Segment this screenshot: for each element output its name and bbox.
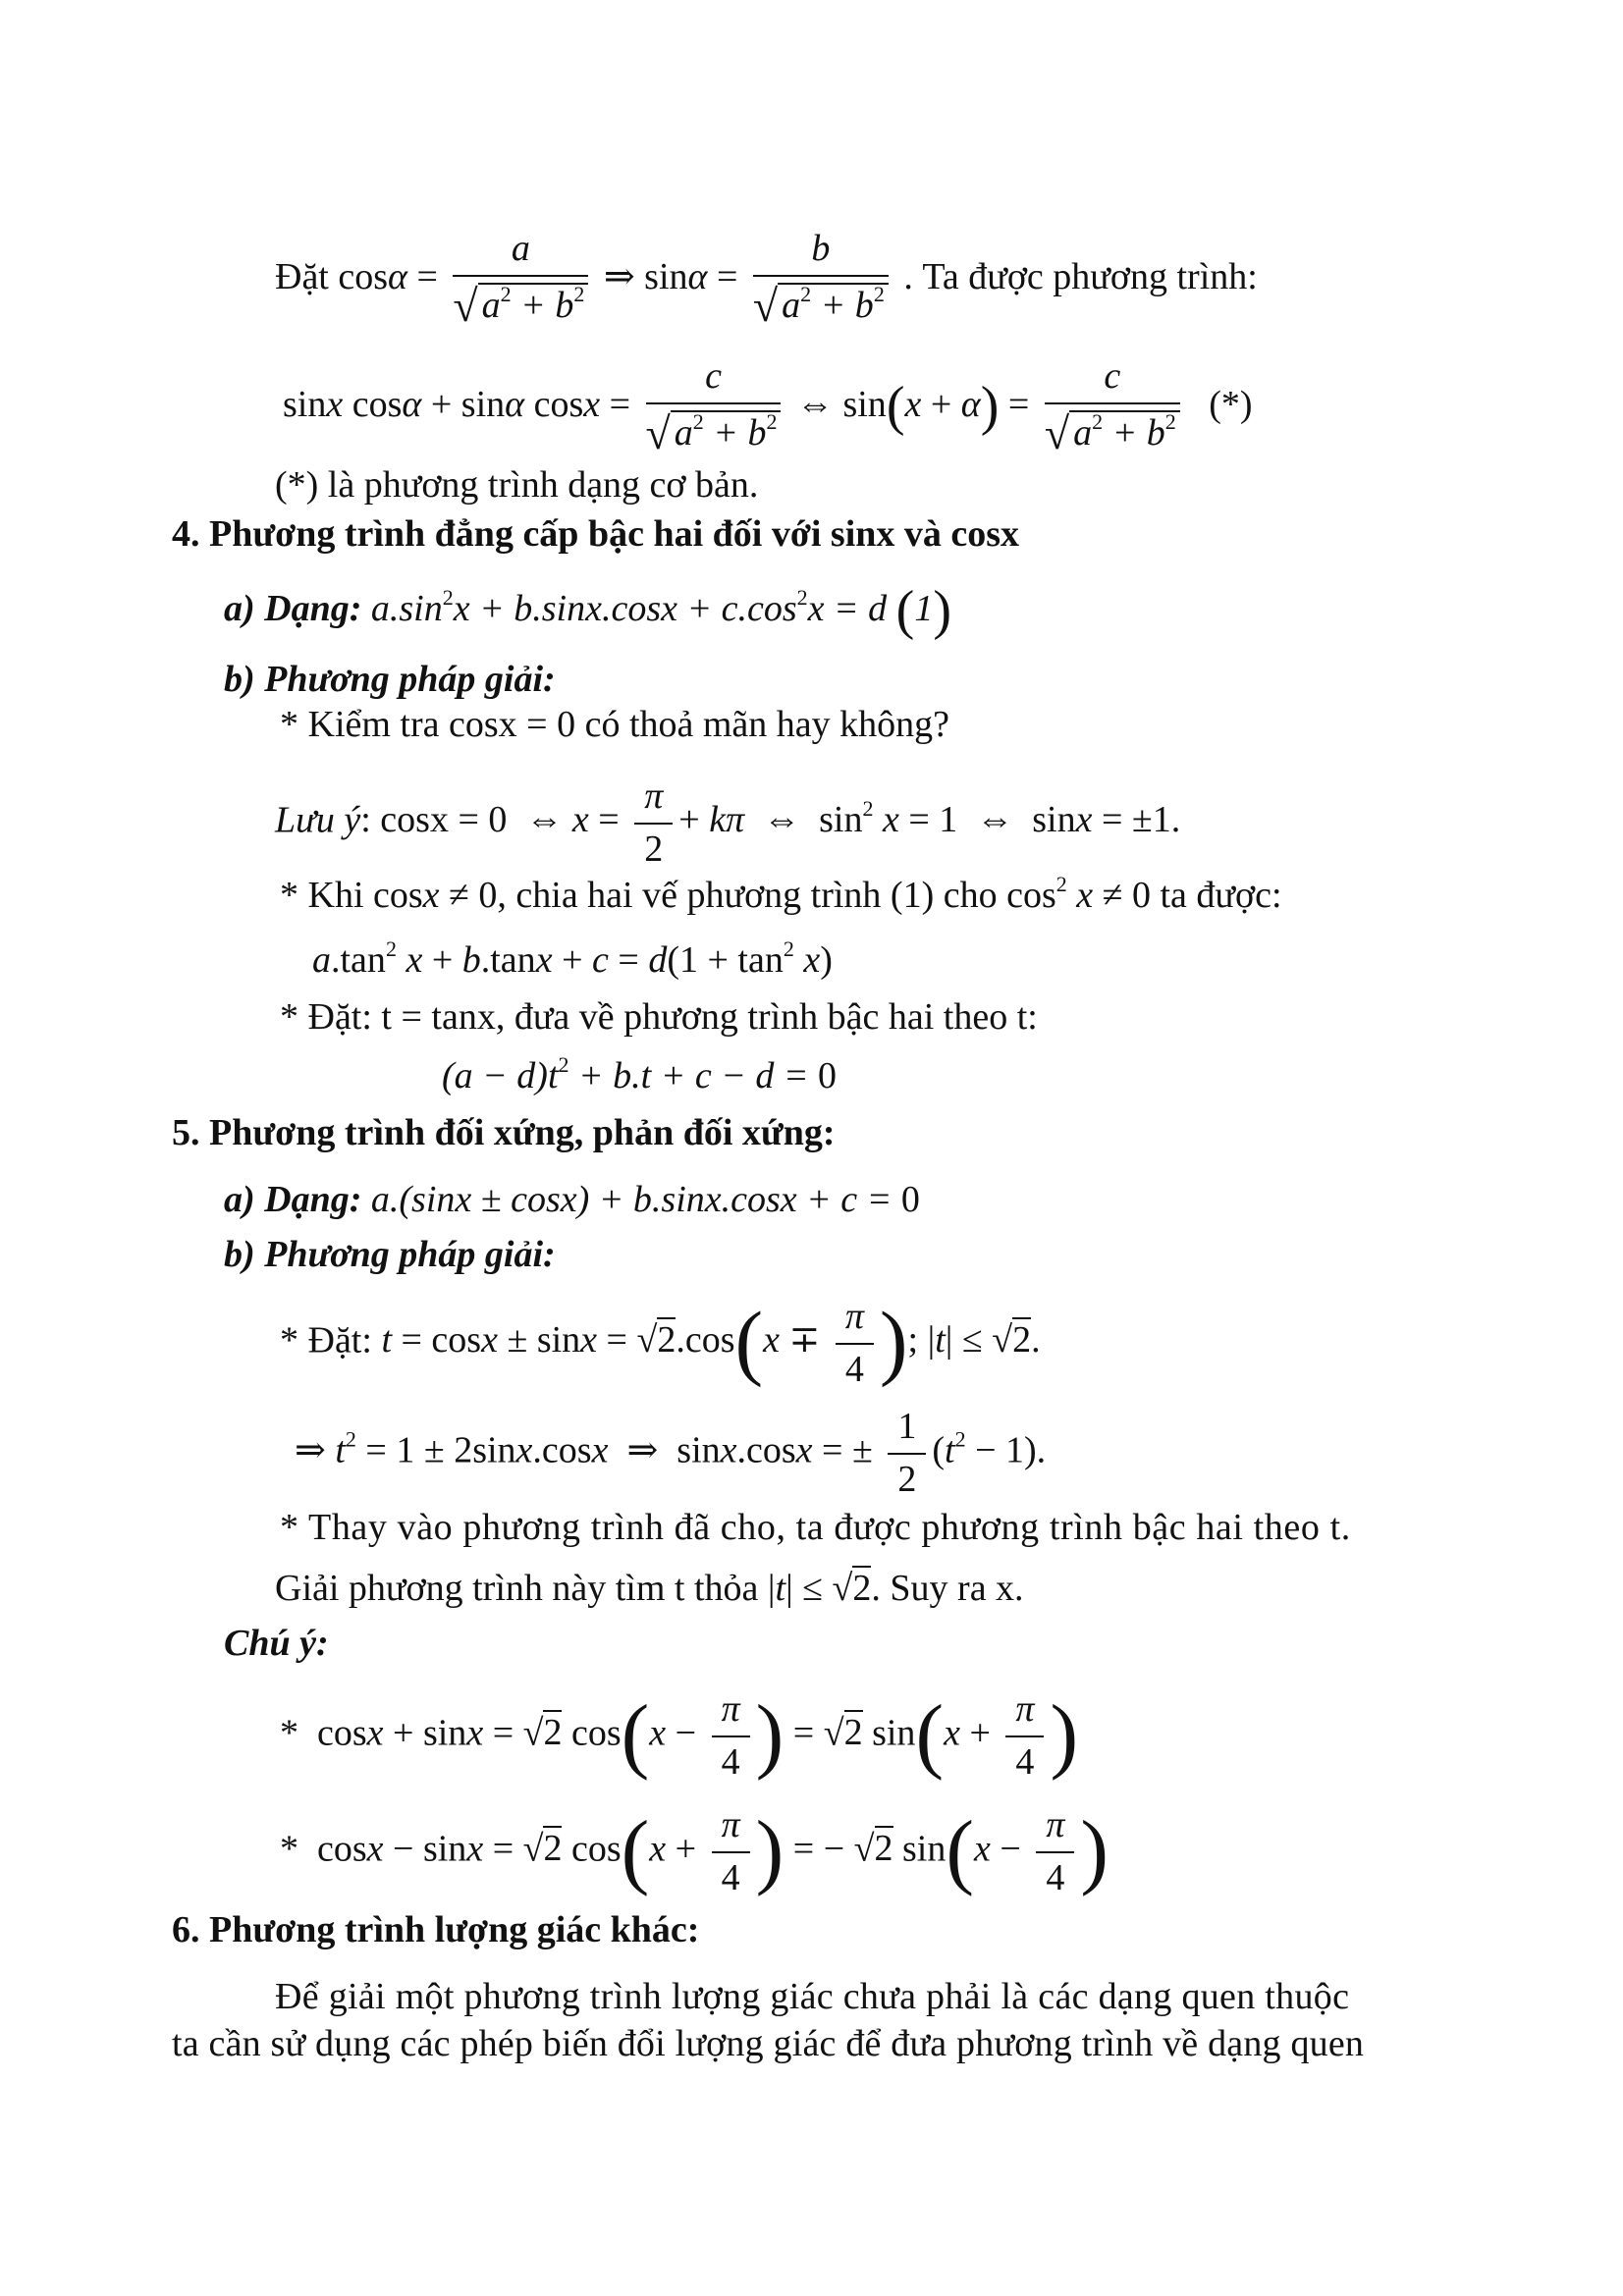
sec4-tan-equation: $a.\tan^2$ $x + b.\tan x + c = d(1 + \tan^2 x)$ bbox=[312, 936, 833, 981]
sec5-identity-2: * cosx − sinx = √2 cos(x + $\frac{\pi}{4}$ ) = − √2 sin(x − $\frac{\pi}{4}$ ) bbox=[280, 1802, 1109, 1898]
sec5-chu-y: Chú ý: bbox=[224, 1623, 329, 1664]
sec5-a-label: a) Dạng: bbox=[224, 1179, 362, 1220]
khi-post: ta được: bbox=[1160, 875, 1282, 916]
khi-mid: , chia hai vế phương trình (1) cho bbox=[497, 875, 998, 916]
sec5-dat-label: * Đặt: bbox=[280, 1319, 372, 1362]
sec4-a-label: a) Dạng: bbox=[224, 588, 362, 629]
khi-pre: * Khi bbox=[280, 875, 364, 916]
luu-y-label: Lưu ý bbox=[275, 799, 361, 841]
sec4-luu-y bbox=[275, 775, 1180, 871]
star-note: (*) bbox=[1209, 384, 1253, 426]
luu-y-formula: : cosx = 0 ⇔ x = $\frac{\pi}{2}$ + kπ ⇔ $\sin^2 x = 1$ ⇔ sinx = ±1. bbox=[360, 775, 1181, 870]
section-6-heading: 6. Phương trình lượng giác khác: bbox=[172, 1909, 700, 1950]
giai-formula: |t| ≤ √2. bbox=[767, 1568, 891, 1609]
sec4-check: * Kiểm tra cosx = 0 có thoả mãn hay không? bbox=[280, 704, 950, 745]
line-star-basic: (*) là phương trình dạng cơ bản. bbox=[275, 464, 759, 506]
sec5-identity-1: * cosx + sinx = √2 cos(x − $\frac{\pi}{4}$ ) = √2 sin(x + $\frac{\pi}{4}$ ) bbox=[280, 1686, 1079, 1783]
sec5-giai bbox=[275, 1569, 1024, 1610]
dat-word: Đặt bbox=[275, 256, 329, 298]
line-sin-sum-equation bbox=[283, 355, 1253, 460]
sec6-paragraph-line-1: Để giải một phương trình lượng giác chưa phải là các dạng quen thuộc bbox=[275, 1976, 1350, 2017]
line1-tail: . Ta được phương trình: bbox=[903, 256, 1258, 298]
khi-formula-2: $\cos^2 x \ne 0$ bbox=[1006, 872, 1161, 916]
formula-sin-sum: sinx cosα + sinα cosx = $\frac{c}{√ a^2 + b^2}$ ⇔ sin(x + α) = $\frac{c}{√ a^2 + b^2}$ bbox=[283, 384, 1195, 425]
sec5-form-formula: a.(sinx ± cosx) + b.sinx.cosx + c = 0 bbox=[370, 1179, 920, 1220]
sec5-thay: * Thay vào phương trình đã cho, ta được phương trình bậc hai theo t. bbox=[280, 1507, 1351, 1548]
giai-pre: Giải phương trình này tìm t thỏa bbox=[275, 1568, 759, 1609]
formula-cos-alpha: cosα = $\frac{a}{√ a^2 + b^2}$ ⇒ sinα = $\frac{b}{√ a^2 + b^2}$ bbox=[338, 256, 903, 297]
sec4-khi bbox=[280, 872, 1282, 917]
sec5-dat bbox=[280, 1296, 1041, 1391]
section-5-heading: 5. Phương trình đối xứng, phản đối xứng: bbox=[172, 1112, 836, 1153]
sec4-b-label: b) Phương pháp giải: bbox=[224, 659, 556, 700]
khi-formula-1: cosx ≠ 0 bbox=[373, 875, 498, 916]
sec5-form bbox=[224, 1180, 920, 1221]
sec4-dat: * Đặt: t = tanx, đưa về phương trình bậc hai theo t: bbox=[280, 996, 1038, 1038]
sec5-b-label: b) Phương pháp giải: bbox=[224, 1234, 556, 1275]
section-4-heading: 4. Phương trình đẳng cấp bậc hai đối với sinx và cosx bbox=[172, 513, 1020, 555]
line-dat-cos-alpha bbox=[275, 228, 1258, 333]
sec5-dat-formula: t = cosx ± sinx = √2.cos(x ∓ $\frac{\pi}{4}$ ); |t| ≤ √2. bbox=[381, 1294, 1041, 1390]
giai-post: Suy ra x. bbox=[890, 1568, 1024, 1609]
sec5-t-square: ⇒ $t^2 = 1 \pm 2\sin x.\cos x$ ⇒ sinx.cosx = ± $\frac{1}{2}$ $(t^2 - 1)$. bbox=[295, 1406, 1047, 1500]
sec4-form bbox=[224, 580, 951, 641]
sec4-form-formula: $a.\sin^2x + b.\sin x.\cos x + c.\cos^2x = d$ (1) bbox=[370, 580, 951, 641]
sec4-quadratic: $(a - d)t^2 + b.t + c - d = 0$ bbox=[442, 1052, 838, 1096]
sec6-paragraph-line-2: ta cần sử dụng các phép biến đổi lượng giác để đưa phương trình về dạng quen bbox=[172, 2023, 1365, 2064]
